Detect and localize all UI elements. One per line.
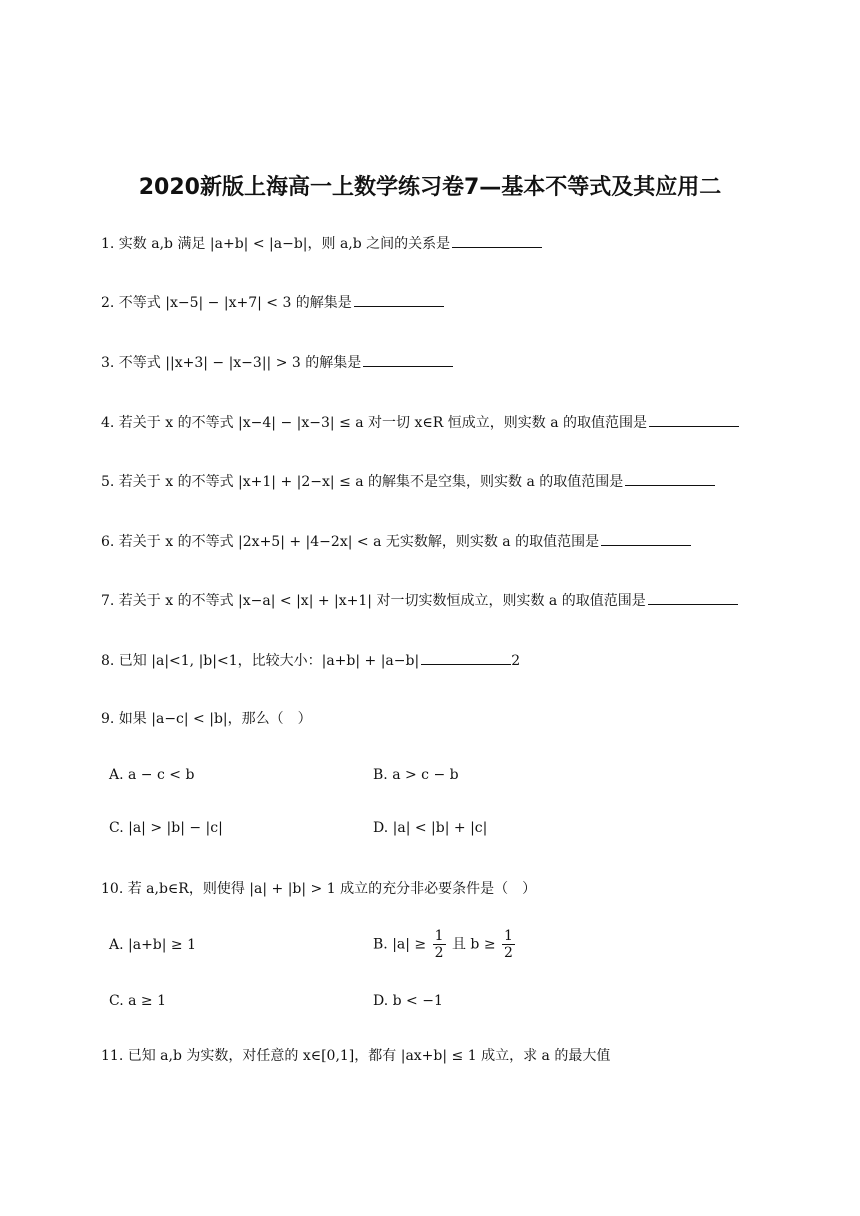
- question-7: [101, 590, 738, 612]
- question-text: 7. 若关于 x 的不等式 |x−a| < |x| + |x+1| 对一切实数恒成立，则实数 a 的取值范围是: [101, 593, 646, 609]
- answer-blank[interactable]: [421, 650, 511, 665]
- question-suffix: 2: [511, 653, 521, 669]
- answer-blank[interactable]: [648, 590, 738, 605]
- question-text: 1. 实数 a,b 满足 |a+b| < |a−b|，则 a,b 之间的关系是: [101, 236, 451, 252]
- question-text: 2. 不等式 |x−5| − |x+7| < 3 的解集是: [101, 295, 352, 311]
- q10-option-c[interactable]: C. a ≥ 1: [109, 993, 166, 1009]
- question-11: [101, 1045, 610, 1067]
- option-b-mid: 且 b ≥: [451, 936, 496, 953]
- q9-option-c[interactable]: C. |a| > |b| − |c|: [109, 820, 223, 836]
- fraction-denominator: 2: [504, 945, 513, 961]
- question-text: 11. 已知 a,b 为实数，对任意的 x∈[0,1]，都有 |ax+b| ≤ 1 成立，求 a 的最大值: [101, 1048, 611, 1064]
- q9-option-b[interactable]: B. a > c − b: [373, 767, 459, 783]
- fraction-numerator: 1: [434, 928, 444, 944]
- question-2: [101, 292, 444, 314]
- answer-blank[interactable]: [625, 471, 715, 486]
- answer-blank[interactable]: [354, 292, 444, 307]
- question-10: [101, 878, 536, 900]
- question-1: [101, 233, 542, 255]
- question-text: 3. 不等式 ||x+3| − |x−3|| > 3 的解集是: [101, 355, 362, 371]
- fraction-denominator: 2: [434, 945, 444, 961]
- question-text: 4. 若关于 x 的不等式 |x−4| − |x−3| ≤ a 对一切 x∈R 恒成立，则实数 a 的取值范围是: [101, 415, 647, 431]
- question-4: [101, 412, 739, 434]
- question-3: [101, 352, 453, 374]
- question-6: [101, 531, 691, 553]
- fraction-one-half: [433, 928, 446, 961]
- answer-blank[interactable]: [452, 233, 542, 248]
- q9-option-d[interactable]: D. |a| < |b| + |c|: [373, 820, 488, 836]
- question-text: 9. 如果 |a−c| < |b|，那么（ ）: [101, 711, 312, 727]
- fraction-one-half: [502, 928, 515, 961]
- option-b-prefix: B. |a| ≥: [373, 936, 427, 953]
- q9-option-a[interactable]: A. a − c < b: [109, 767, 195, 783]
- fraction-numerator: 1: [504, 928, 513, 944]
- question-text: 8. 已知 |a|<1, |b|<1，比较大小：|a+b| + |a−b|: [101, 653, 420, 669]
- answer-blank[interactable]: [601, 531, 691, 546]
- question-text: 6. 若关于 x 的不等式 |2x+5| + |4−2x| < a 无实数解，则实数 a 的取值范围是: [101, 534, 600, 550]
- question-8: [101, 650, 520, 672]
- page-title: 2020新版上海高一上数学练习卷7—基本不等式及其应用二: [138, 175, 722, 200]
- answer-blank[interactable]: [649, 412, 739, 427]
- q10-option-a[interactable]: A. |a+b| ≥ 1: [109, 937, 197, 953]
- question-text: 10. 若 a,b∈R，则使得 |a| + |b| > 1 成立的充分非必要条件是（ ）: [101, 881, 537, 897]
- question-5: [101, 471, 715, 493]
- question-text: 5. 若关于 x 的不等式 |x+1| + |2−x| ≤ a 的解集不是空集，则实数 a 的取值范围是: [101, 474, 624, 490]
- answer-blank[interactable]: [363, 352, 453, 367]
- question-9: [101, 708, 312, 730]
- q10-option-d[interactable]: D. b < −1: [373, 993, 443, 1009]
- q10-option-b[interactable]: [373, 928, 517, 961]
